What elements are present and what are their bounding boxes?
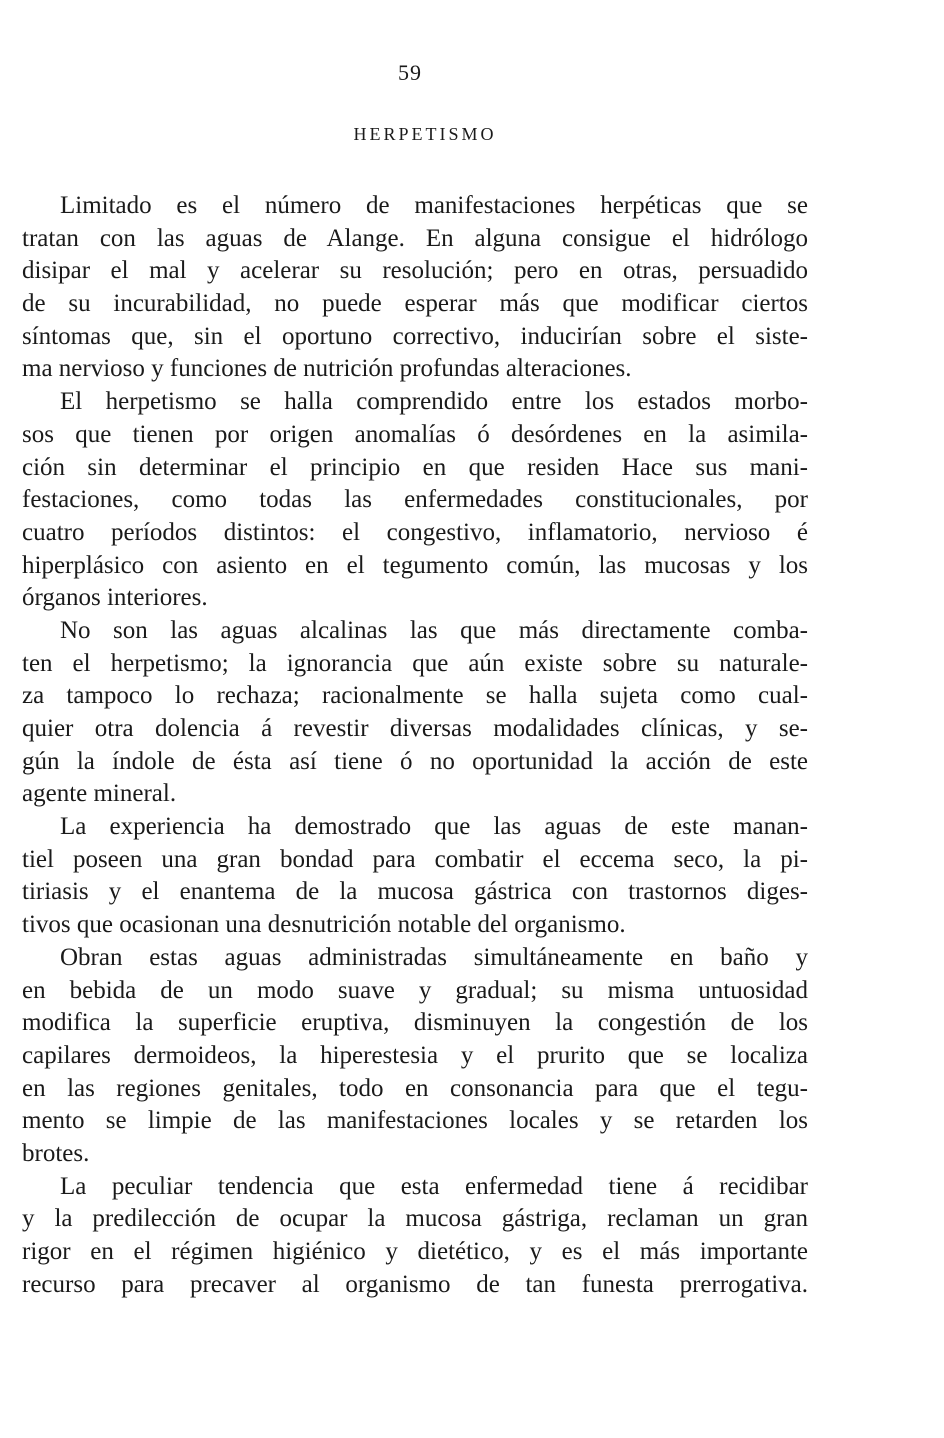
text-line: disipar el mal y acelerar su resolución; pero en otras, persuadido [22, 257, 808, 285]
text-line: La experiencia ha demostrado que las aguas de este manan- [60, 813, 808, 841]
text-line: modifica la superficie eruptiva, disminuyen la congestión de los [22, 1009, 808, 1037]
text-line: mento se limpie de las manifestaciones locales y se retarden los [22, 1107, 808, 1135]
text-line: capilares dermoideos, la hiperestesia y el prurito que se localiza [22, 1041, 808, 1069]
text-line: de su incurabilidad, no puede esperar más que modificar ciertos [22, 290, 808, 318]
text-line: No son las aguas alcalinas las que más directamente comba- [60, 616, 808, 644]
text-line: órganos interiores. [22, 584, 208, 612]
text-line: ción sin determinar el principio en que residen Hace sus mani- [22, 453, 808, 481]
running-head: HERPETISMO [353, 124, 497, 144]
text-line: sos que tienen por origen anomalías ó desórdenes en la asimila- [22, 420, 808, 448]
text-line: hiperplásico con asiento en el tegumento común, las mucosas y los [22, 551, 808, 579]
text-line: Limitado es el número de manifestaciones herpéticas que se [60, 192, 808, 219]
paragraph [22, 1171, 808, 1302]
text-line: El herpetismo se halla comprendido entre los estados morbo- [60, 388, 808, 416]
paragraph [22, 942, 808, 1171]
paragraph [22, 615, 808, 811]
text-line: za tampoco lo rechaza; racionalmente se halla sujeta como cual- [22, 682, 808, 710]
paragraph [22, 190, 808, 386]
page-number: 59 [398, 60, 422, 85]
text-line: en bebida de un modo suave y gradual; su misma untuosidad [22, 976, 808, 1004]
paragraph [22, 811, 808, 942]
text-line: en las regiones genitales, todo en consonancia para que el tegu- [22, 1074, 808, 1102]
text-line: ma nervioso y funciones de nutrición profundas alteraciones. [22, 355, 632, 383]
text-line: ten el herpetismo; la ignorancia que aún existe sobre su naturale- [22, 649, 808, 677]
body-text [22, 190, 808, 1301]
text-line: tratan con las aguas de Alange. En alguna consigue el hidrólogo [22, 224, 808, 252]
text-line: tiel poseen una gran bondad para combatir el eccema seco, la pi- [22, 845, 808, 873]
text-line: Obran estas aguas administradas simultáneamente en baño y [60, 943, 808, 971]
text-line: festaciones, como todas las enfermedades constitucionales, por [22, 486, 808, 514]
paragraph [22, 386, 808, 615]
text-line: rigor en el régimen higiénico y dietético, y es el más importante [22, 1238, 808, 1265]
text-line: síntomas que, sin el oportuno correctivo, inducirían sobre el siste- [22, 322, 808, 350]
text-line: agente mineral. [22, 780, 177, 808]
text-line: cuatro períodos distintos: el congestivo, inflamatorio, nervioso é [22, 518, 808, 546]
text-line: brotes. [22, 1139, 90, 1167]
text-line: gún la índole de ésta así tiene ó no oportunidad la acción de este [22, 747, 808, 775]
text-line: quier otra dolencia á revestir diversas modalidades clínicas, y se- [22, 715, 808, 742]
text-line: La peculiar tendencia que esta enfermedad tiene á recidibar [60, 1172, 808, 1200]
text-line: y la predilección de ocupar la mucosa gástriga, reclaman un gran [22, 1205, 808, 1233]
text-line: tivos que ocasionan una desnutrición notable del organismo. [22, 911, 626, 939]
text-line: tiriasis y el enantema de la mucosa gástrica con trastornos diges- [22, 878, 808, 906]
text-line: recurso para precaver al organismo de tan funesta prerrogativa. [22, 1270, 808, 1298]
